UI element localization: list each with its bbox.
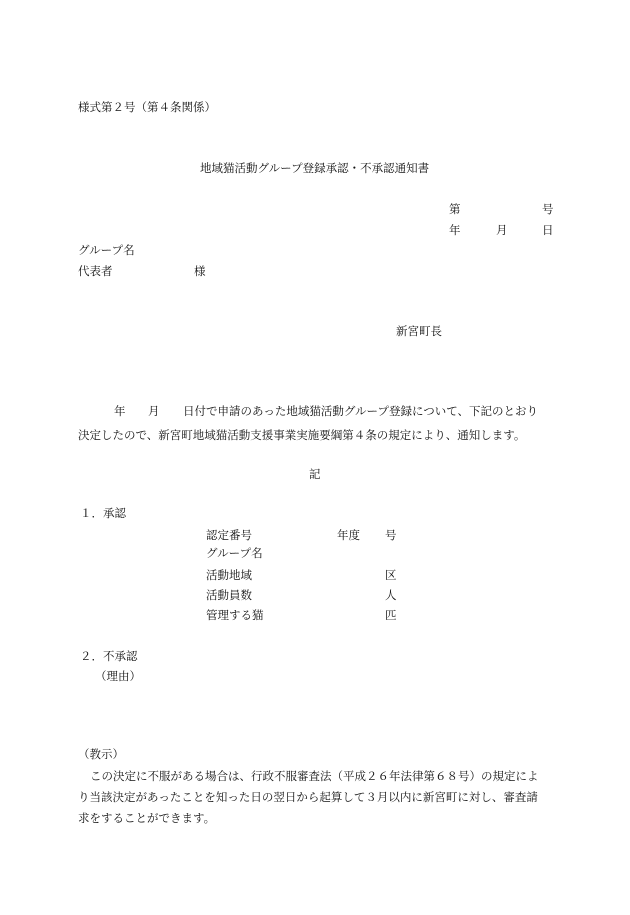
body-line-2: 決定したので、新宮町地域猫活動支援事業実施要綱第４条の規定により、通知します。	[78, 428, 526, 442]
date-year-label: 年	[449, 223, 461, 237]
cert-year-label: 年度	[337, 528, 360, 542]
recipient-honorific: 様	[194, 264, 206, 278]
doc-number-prefix: 第	[449, 202, 461, 216]
recipient-group-label: グループ名	[78, 243, 135, 257]
members-count-unit: 人	[385, 588, 397, 602]
body-year-label: 年	[114, 404, 126, 418]
instruction-line-2: り当該決定があったことを知った日の翌日から起算して３月以内に新宮町に対し、審査請	[78, 790, 538, 804]
approval-group-label: グループ名	[206, 546, 263, 560]
managed-cats-label: 管理する猫	[206, 608, 264, 622]
recipient-representative-label: 代表者	[78, 264, 113, 278]
instruction-heading: （教示）	[78, 747, 124, 761]
disapproval-heading: ２．不承認	[80, 649, 138, 663]
cert-number-suffix: 号	[385, 528, 397, 542]
disapproval-reason-label: （理由）	[95, 669, 141, 683]
doc-number-suffix: 号	[542, 202, 554, 216]
date-month-label: 月	[496, 223, 508, 237]
cert-number-label: 認定番号	[206, 528, 252, 542]
body-month-label: 月	[148, 404, 160, 418]
form-number: 様式第２号（第４条関係）	[78, 100, 216, 114]
instruction-line-1: この決定に不服がある場合は、行政不服審査法（平成２６年法律第６８号）の規定によ	[90, 769, 539, 783]
body-line-1: 日付で申請のあった地域猫活動グループ登録について、下記のとおり	[183, 404, 539, 418]
approval-heading: １．承認	[80, 506, 126, 520]
date-day-label: 日	[542, 223, 554, 237]
managed-cats-unit: 匹	[385, 608, 397, 622]
ki-marker: 記	[309, 467, 321, 481]
document-title: 地域猫活動グループ登録承認・不承認通知書	[200, 161, 430, 175]
activity-area-label: 活動地域	[206, 568, 252, 582]
members-count-label: 活動員数	[206, 588, 252, 602]
instruction-line-3: 求をすることができます。	[78, 811, 216, 825]
activity-area-unit: 区	[385, 568, 397, 582]
issuer-name: 新宮町長	[396, 324, 442, 338]
